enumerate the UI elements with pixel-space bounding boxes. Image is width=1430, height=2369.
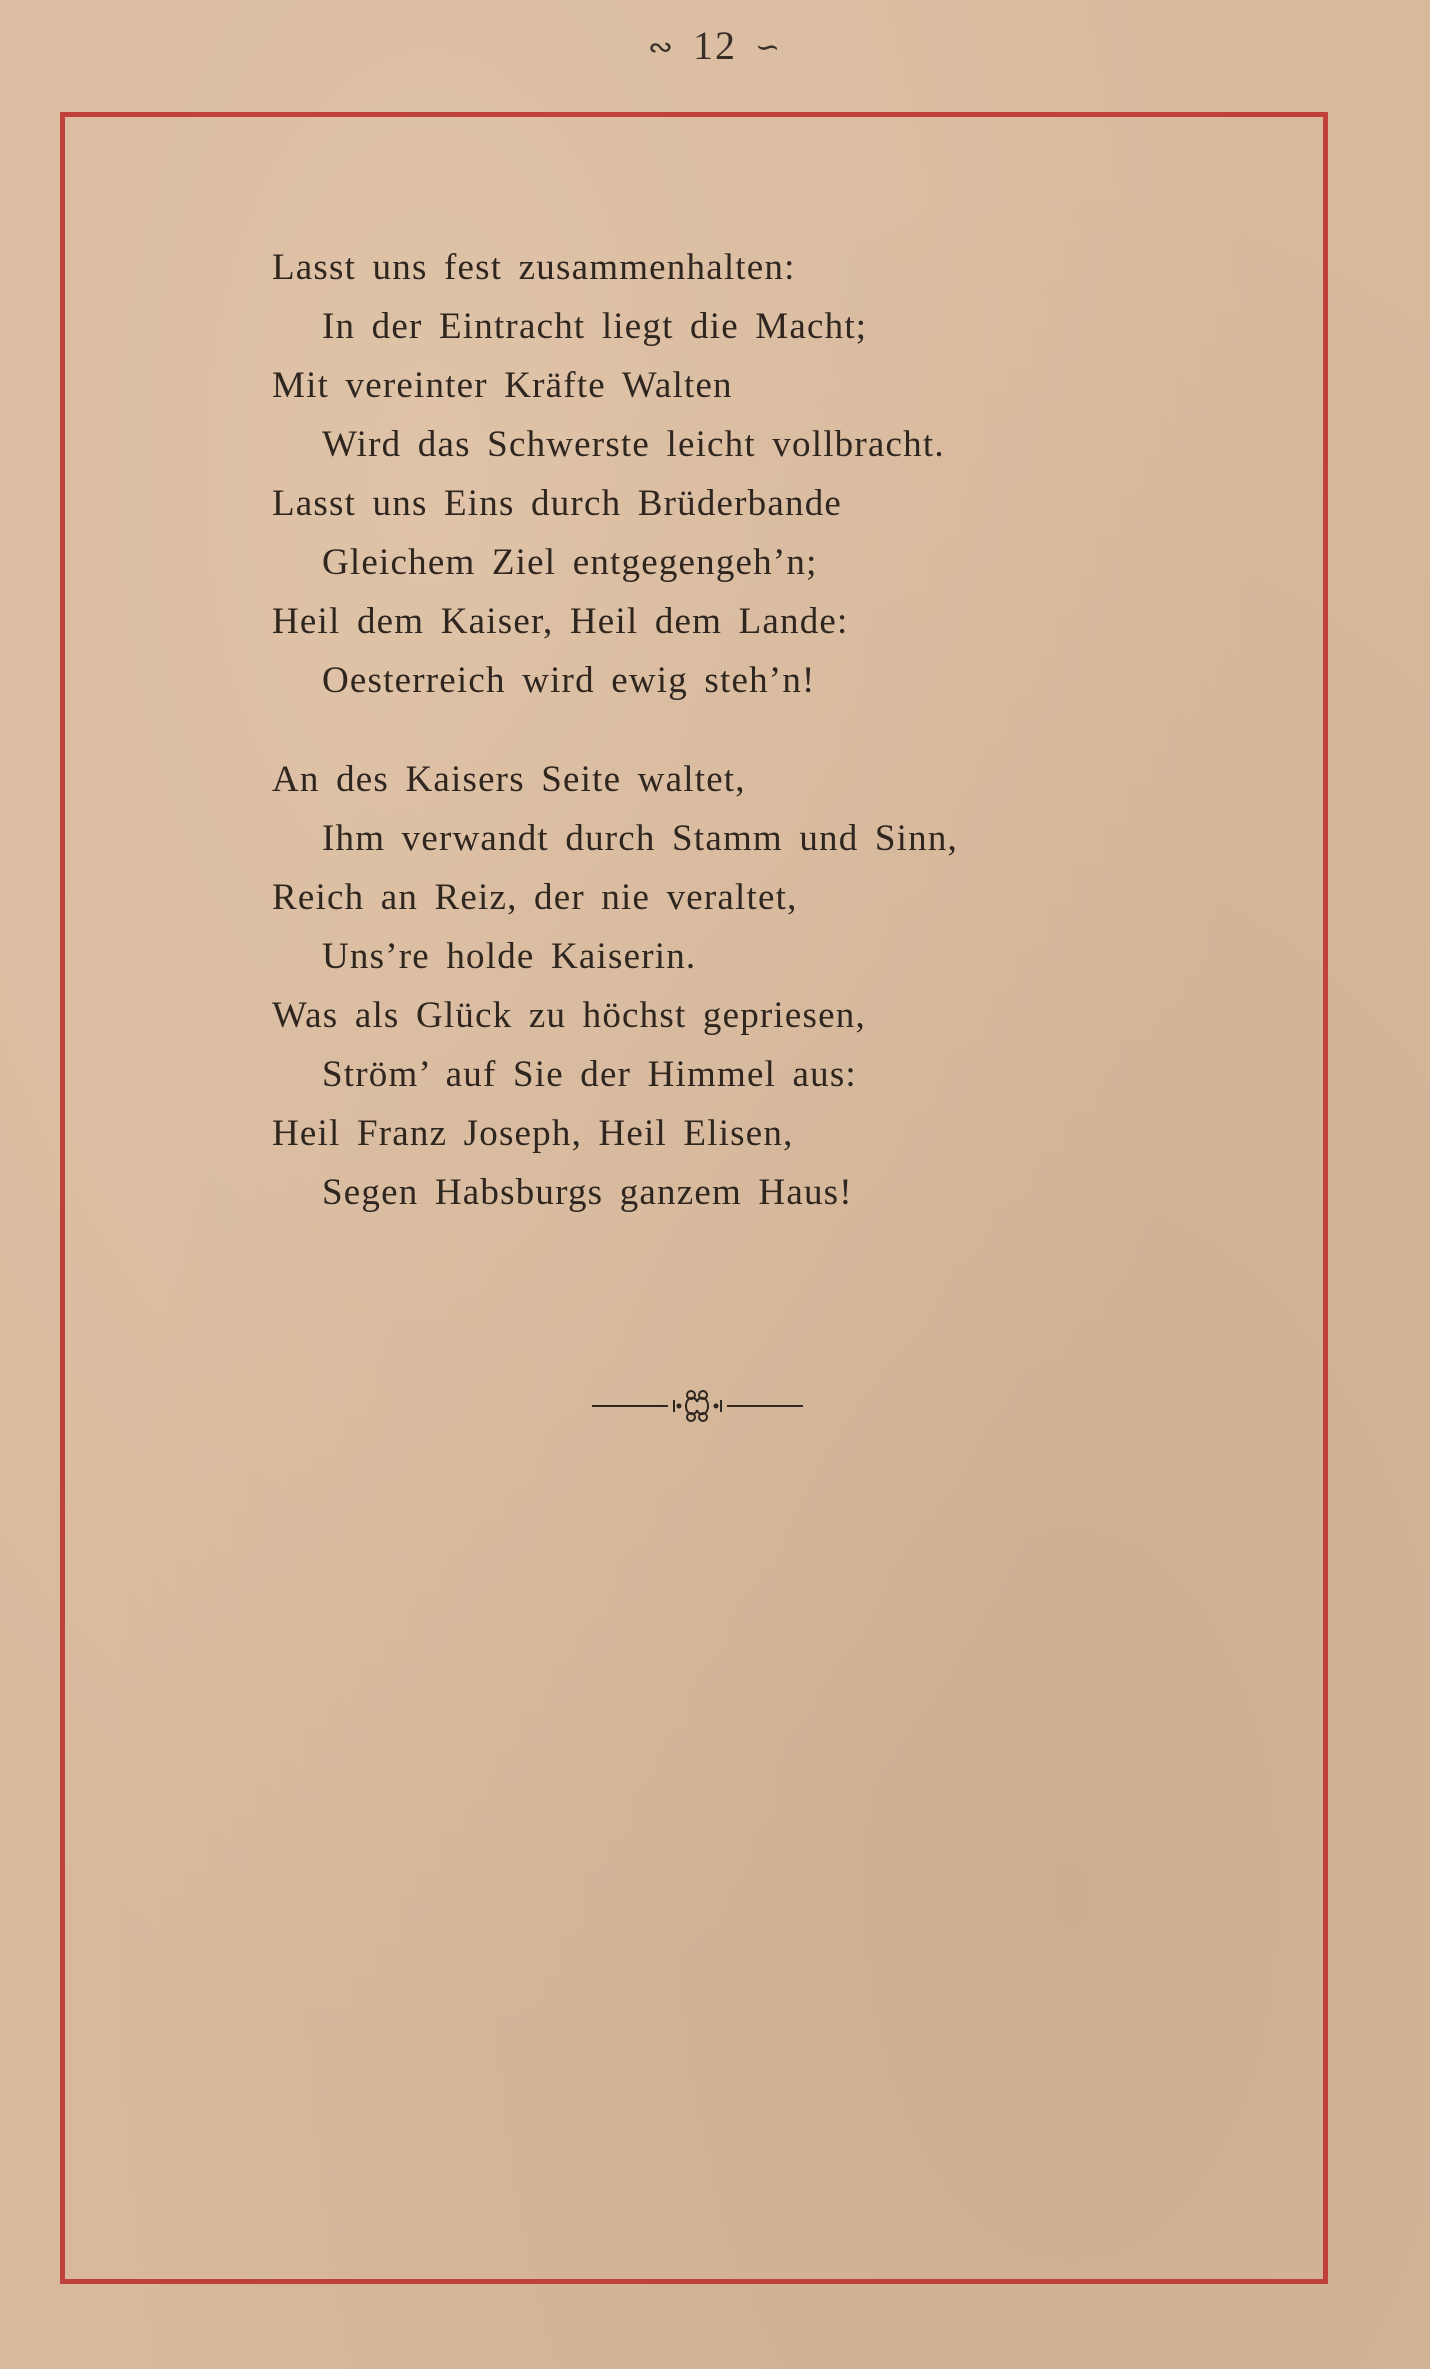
stanza-1 [272, 238, 1172, 710]
poem-line: Wird das Schwerste leicht vollbracht. [322, 424, 945, 465]
poem-line: Uns’re holde Kaiserin. [322, 936, 697, 977]
poem-line: Reich an Reiz, der nie veraltet, [272, 877, 798, 918]
stanza-2 [272, 750, 1172, 1222]
poem-line: Heil Franz Joseph, Heil Elisen, [272, 1113, 794, 1154]
poem-line: In der Eintracht liegt die Macht; [322, 306, 868, 347]
poem-line: Segen Habsburgs ganzem Haus! [322, 1172, 853, 1213]
poem-line: Was als Glück zu höchst gepriesen, [272, 995, 866, 1036]
poem-line: Oesterreich wird ewig steh’n! [322, 660, 816, 701]
poem-line: Mit vereinter Kräfte Walten [272, 365, 733, 406]
poem-line: Lasst uns Eins durch Brüderbande [272, 483, 843, 524]
flourish-left-icon: ∾ [647, 31, 675, 64]
poem-line: Ihm verwandt durch Stamm und Sinn, [322, 818, 959, 859]
page-number-text: 12 [693, 23, 737, 68]
decorative-divider-icon [590, 1386, 805, 1426]
poem-line: Lasst uns fest zusammenhalten: [272, 247, 796, 288]
poem-line: Ström’ auf Sie der Himmel aus: [322, 1054, 857, 1095]
poem-line: Heil dem Kaiser, Heil dem Lande: [272, 601, 849, 642]
page-number [0, 22, 1430, 69]
poem [272, 238, 1172, 1262]
flourish-right-icon: ∽ [755, 31, 783, 64]
poem-line: Gleichem Ziel entgegengeh’n; [322, 542, 818, 583]
poem-line: An des Kaisers Seite waltet, [272, 759, 746, 800]
